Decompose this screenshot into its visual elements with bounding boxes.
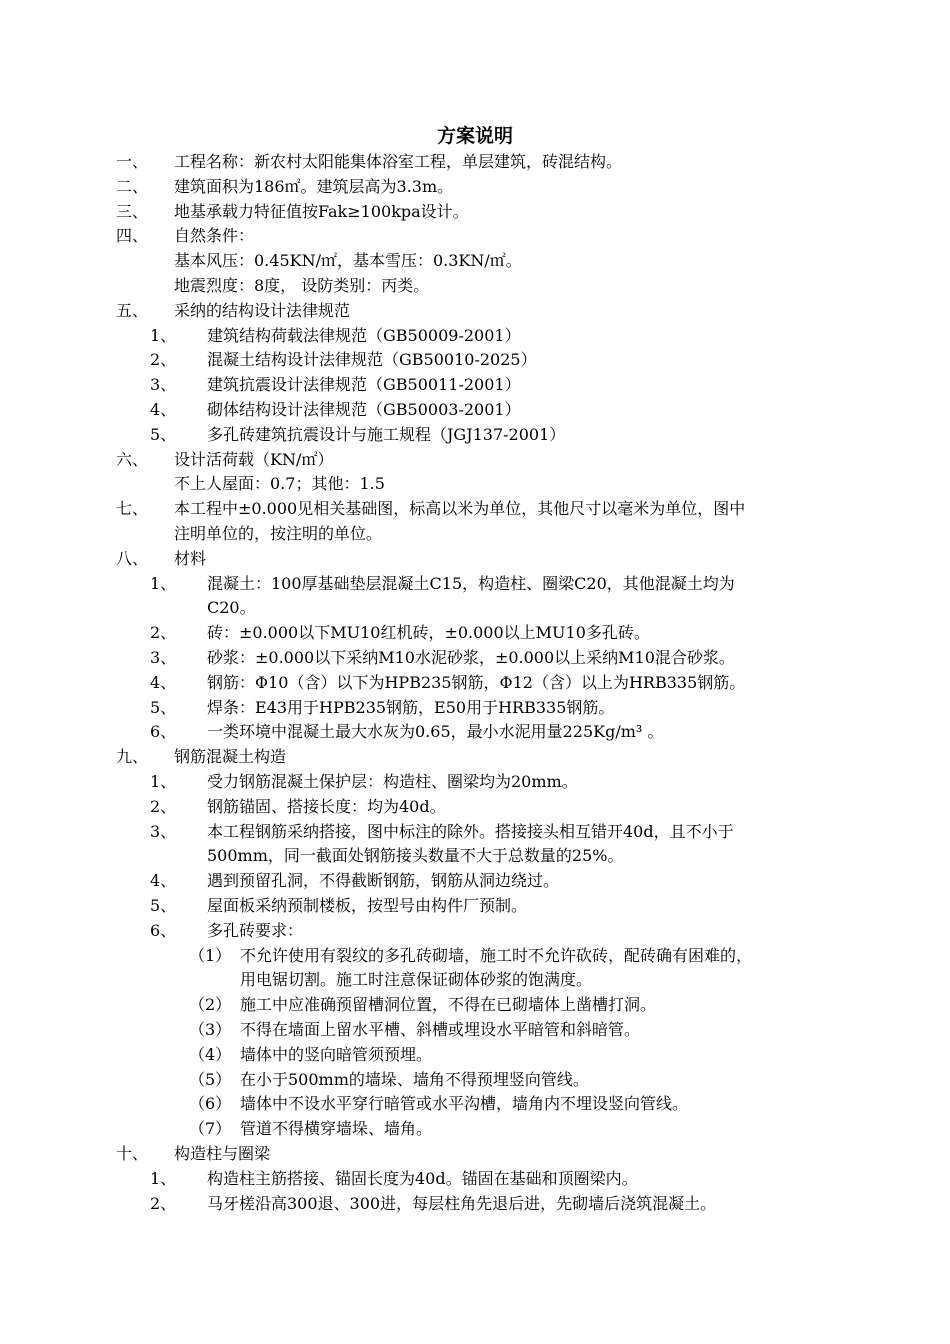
item-number: （6） [189, 1094, 232, 1114]
text-line [0, 670, 950, 695]
text-line [0, 868, 950, 893]
item-number: 3、 [150, 821, 177, 841]
item-number: （1） [189, 945, 232, 965]
text-line [0, 843, 950, 868]
item-number: 2、 [150, 796, 177, 816]
item-text: 砌体结构设计法律规范（GB50003-2001） [207, 400, 521, 419]
item-text: 遇到预留孔洞，不得截断钢筋，钢筋从洞边绕过。 [207, 871, 560, 891]
text-line [0, 273, 950, 298]
text-line [0, 1116, 950, 1141]
item-text: 建筑抗震设计法律规范（GB50011-2001） [207, 375, 521, 395]
item-number: 一、 [116, 152, 149, 171]
item-text: 马牙槎沿高300退、300进，每层柱角先退后进，先砌墙后浇筑混凝土。 [207, 1193, 717, 1213]
item-text: 一类环境中混凝土最大水灰为0.65，最小水泥用量225Kg/m³ 。 [207, 722, 664, 742]
item-text: 屋面板采纳预制楼板，按型号由构件厂预制。 [207, 896, 528, 915]
text-line [0, 967, 950, 992]
item-text: 混凝土结构设计法律规范（GB50010-2025） [207, 350, 537, 370]
text-line [0, 223, 950, 248]
text-line [0, 347, 950, 372]
item-text: 采纳的结构设计法律规范 [174, 300, 351, 320]
item-text: 焊条：E43用于HPB235钢筋，E50用于HRB335钢筋。 [207, 697, 615, 717]
text-line [0, 1017, 950, 1042]
item-text: 多孔砖建筑抗震设计与施工规程（JGJ137-2001） [207, 424, 566, 444]
text-line [0, 992, 950, 1017]
item-text: 建筑面积为186㎡。建筑层高为3.3m。 [174, 176, 454, 196]
text-line [0, 372, 950, 397]
text-line [0, 248, 950, 273]
item-text: 用电锯切割。施工时注意保证砌体砂浆的饱满度。 [240, 970, 593, 990]
item-number: （5） [189, 1069, 232, 1089]
item-text: 受力钢筋混凝土保护层：构造柱、圈梁均为20mm。 [207, 772, 578, 791]
item-text: 墙体中的竖向暗管须预埋。 [240, 1044, 433, 1064]
item-number: 九、 [116, 747, 149, 767]
item-text: 构造柱与圈梁 [174, 1144, 271, 1163]
document-title: 方案说明 [436, 125, 513, 147]
item-text: 基本风压：0.45KN/㎡，基本雪压：0.3KN/㎡。 [174, 251, 522, 271]
text-line [0, 496, 950, 521]
text-line [0, 1166, 950, 1191]
text-line [0, 422, 950, 447]
item-number: （2） [189, 995, 232, 1015]
item-number: 3、 [150, 375, 177, 395]
text-line [0, 794, 950, 819]
item-text: 构造柱主筋搭接、锚固长度为40d。锚固在基础和顶圈梁内。 [207, 1168, 638, 1188]
item-text: 墙体中不设水平穿行暗管或水平沟槽，墙角内不埋设竖向管线。 [240, 1094, 689, 1114]
text-line [0, 323, 950, 348]
item-number: （7） [189, 1119, 232, 1139]
text-line [0, 719, 950, 744]
text-line [0, 546, 950, 571]
item-text: 不允许使用有裂纹的多孔砖砌墙，施工时不允许砍砖，配砖确有困难的， [240, 945, 753, 965]
item-text: 建筑结构荷载法律规范（GB50009-2001） [207, 325, 521, 345]
item-number: 3、 [150, 648, 177, 667]
item-number: 2、 [150, 623, 177, 643]
item-text: 本工程中±0.000见相关基础图，标高以米为单位，其他尺寸以毫米为单位，图中 [174, 499, 746, 519]
item-text: 工程名称：新农村太阳能集体浴室工程，单层建筑，砖混结构。 [174, 152, 623, 171]
item-number: 6、 [150, 920, 177, 940]
item-number: 三、 [116, 201, 149, 221]
item-number: 4、 [150, 672, 177, 692]
item-text: 管道不得横穿墙垛、墙角。 [240, 1119, 433, 1139]
text-line [0, 893, 950, 918]
item-text: C20。 [207, 598, 256, 618]
text-line [0, 149, 950, 174]
item-text: 多孔砖要求： [207, 920, 304, 940]
text-line [0, 521, 950, 546]
text-line [0, 1067, 950, 1092]
item-text: 不上人屋面：0.7；其他：1.5 [174, 474, 385, 494]
item-number: 2、 [150, 350, 177, 370]
item-number: 1、 [150, 573, 177, 593]
text-line [0, 645, 950, 670]
text-line [0, 1191, 950, 1216]
item-text: 在小于500mm的墙垛、墙角不得预埋竖向管线。 [240, 1069, 589, 1089]
item-text: 施工中应准确预留槽洞位置，不得在已砌墙体上凿槽打洞。 [240, 995, 657, 1015]
item-number: 十、 [116, 1144, 149, 1163]
item-number: 七、 [116, 499, 149, 519]
item-text: 地震烈度：8度， 设防类别：丙类。 [174, 276, 430, 295]
text-line [0, 744, 950, 769]
item-text: 钢筋：Φ10（含）以下为HPB235钢筋，Φ12（含）以上为HRB335钢筋。 [207, 672, 746, 692]
text-line [0, 695, 950, 720]
text-line [0, 1042, 950, 1067]
item-number: 二、 [116, 176, 149, 196]
item-number: 八、 [116, 548, 149, 568]
item-number: 1、 [150, 325, 177, 345]
text-line [0, 174, 950, 199]
item-number: 5、 [150, 896, 177, 915]
item-text: 设计活荷载（KN/㎡） [174, 449, 334, 469]
item-number: 五、 [116, 300, 149, 320]
item-number: 2、 [150, 1193, 177, 1213]
item-number: 6、 [150, 722, 177, 742]
item-number: （3） [189, 1020, 232, 1039]
text-line [0, 620, 950, 645]
item-text: 不得在墙面上留水平槽、斜槽或埋设水平暗管和斜暗管。 [240, 1020, 641, 1039]
text-line [0, 199, 950, 224]
text-line [0, 819, 950, 844]
text-line [0, 595, 950, 620]
text-line [0, 471, 950, 496]
item-text: 钢筋混凝土构造 [174, 747, 287, 767]
text-line [0, 918, 950, 943]
text-line [0, 298, 950, 323]
text-line [0, 943, 950, 968]
item-text: 地基承载力特征值按Fak≥100kpa设计。 [174, 201, 469, 221]
item-number: 5、 [150, 697, 177, 717]
item-number: 4、 [150, 871, 177, 891]
item-text: 混凝土：100厚基础垫层混凝土C15，构造柱、圈梁C20，其他混凝土均为 [207, 573, 735, 593]
item-number: 4、 [150, 400, 177, 419]
item-number: 1、 [150, 772, 177, 791]
item-text: 本工程钢筋采纳搭接，图中标注的除外。搭接接头相互错开40d，且不小于 [207, 821, 734, 841]
item-text: 500mm，同一截面处钢筋接头数量不大于总数量的25%。 [207, 846, 624, 866]
item-text: 钢筋锚固、搭接长度：均为40d。 [207, 796, 446, 816]
item-number: （4） [189, 1044, 232, 1064]
item-number: 四、 [116, 226, 149, 246]
item-text: 材料 [174, 548, 207, 568]
item-number: 1、 [150, 1168, 177, 1188]
text-line [0, 447, 950, 472]
item-text: 注明单位的，按注明的单位。 [174, 524, 383, 543]
text-line [0, 769, 950, 794]
item-text: 自然条件： [174, 226, 255, 246]
item-number: 5、 [150, 424, 177, 444]
text-line [0, 397, 950, 422]
text-line [0, 571, 950, 596]
item-number: 六、 [116, 449, 149, 469]
text-line [0, 1091, 950, 1116]
item-text: 砂浆：±0.000以下采纳M10水泥砂浆，±0.000以上采纳M10混合砂浆。 [207, 648, 735, 667]
text-line [0, 1141, 950, 1166]
item-text: 砖：±0.000以下MU10红机砖，±0.000以上MU10多孔砖。 [207, 623, 650, 643]
